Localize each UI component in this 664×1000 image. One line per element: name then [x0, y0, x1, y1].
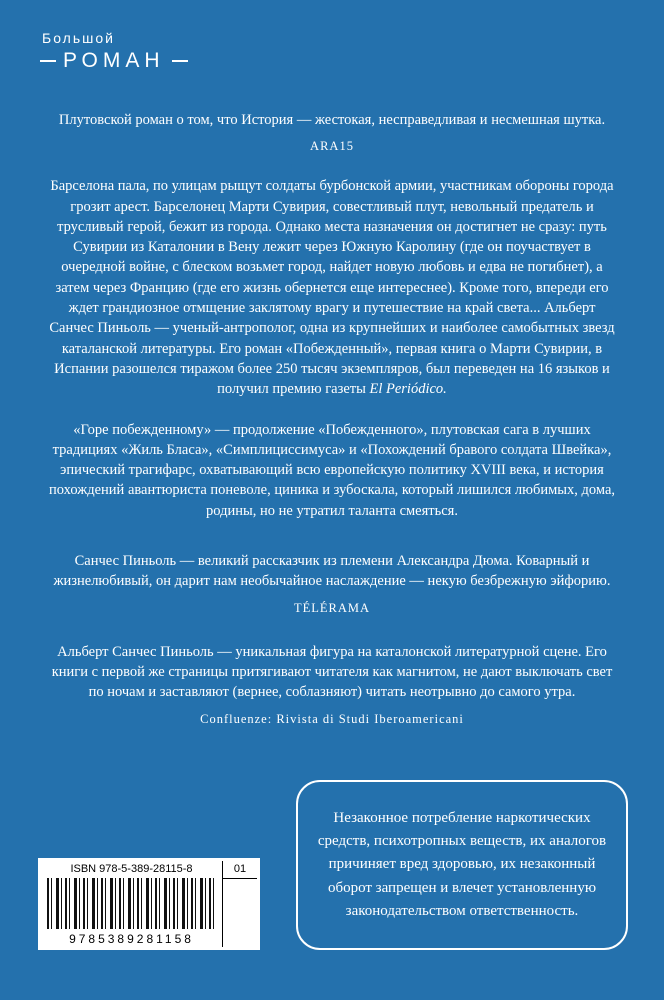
press-quote-bottom-source: Confluenze: Rivista di Studi Iberoamericani	[200, 711, 464, 726]
press-quote-middle-text: Санчес Пиньоль — великий рассказчик из племени Александра Дюма. Коварный и жизнелюбивый, он дарит нам необычайное наслаждение — некую безбрежную эйфорию.	[53, 553, 611, 590]
press-quote-top-source: ARA15	[310, 139, 354, 154]
logo-series-top: Большой	[42, 30, 115, 46]
newspaper-name: El Periódico.	[369, 381, 447, 398]
barcode-bars	[47, 878, 216, 929]
annotation-paragraph-2: «Горе побежденному» — продолжение «Побежденного», плутовская сага в лучших традициях «Жиль Бласа», «Симплициссимуса» и «Похождений бравого солдата Швейка», эпический трагифарс, охватывающий всю европейскую политику XVIII века, и история похождений авантюриста поневоле, циника и зубоскала, который лишился любимых, дома, родины, но не утратил таланта смеяться.	[48, 421, 616, 519]
legal-notice-text: Незаконное потребление наркотических средств, психотропных веществ, их аналогов причиняет вред здоровью, их незаконный оборот запрещен и влечет установленную законодательством ответственность.	[317, 809, 607, 919]
annotation-paragraph-1-text: Барселона пала, по улицам рыщут солдаты бурбонской армии, участникам обороны города грозит арест. Барселонец Марти Сувирия, совестливый плут, невольный предатель и трусливый герой, бежит из города. Однако места назначения он достигнет не сразу: путь Сувирии из Каталонии в Вену лежит через Южную Каролину (где он поучаствует в очередной войне, с блеском возьмет город, найдет новую любовь и едва не погибнет), а затем через Францию (где его жизнь обернется еще интереснее). Кроме того, впереди его ждет грандиозное отмщение заклятому врагу и путешествие на край света... Альберт Санчес Пиньоль — ученый-антрополог, одна из крупнейших и наиболее самобытных звезд каталанской литературы. Его роман «Побежденный», первая книга о Марти Сувирии, в Испании разошелся тиражом более 250 тысяч экземпляров, был переведен на 16 языков и получил премию газеты	[49, 178, 615, 398]
annotation-content	[0, 110, 664, 727]
logo-rule-right	[172, 60, 188, 62]
logo-series-word: РОМАН	[63, 49, 165, 72]
barcode-addon-area	[222, 861, 257, 947]
isbn-label: ISBN 978-5-389-28115-8	[70, 863, 193, 875]
annotation-paragraph-1	[46, 176, 618, 399]
barcode	[38, 858, 260, 950]
barcode-main-area	[41, 861, 222, 947]
press-quote-bottom	[46, 642, 618, 727]
legal-notice-box	[296, 780, 628, 950]
press-quote-middle-source: TÉLÉRAMA	[293, 600, 371, 615]
publisher-logo	[40, 30, 188, 73]
barcode-addon-code: 01	[223, 861, 257, 879]
logo-series-bottom	[40, 49, 188, 73]
press-quote-bottom-text: Альберт Санчес Пиньоль — уникальная фигура на каталонской литературной сцене. Его книги с первой же страницы притягивают читателя как магнитом, не дают выключать свет по ночам и заставляют (вернее, соблазняют) читать неотрывно до самого утра.	[51, 643, 613, 701]
press-quote-top	[46, 110, 618, 154]
press-quote-top-text: Плутовской роман о том, что История — жестокая, несправедливая и несмешная шутка.	[58, 112, 606, 128]
logo-rule-left	[40, 60, 56, 62]
barcode-digits: 9785389281158	[69, 932, 194, 946]
press-quote-middle	[46, 551, 618, 616]
